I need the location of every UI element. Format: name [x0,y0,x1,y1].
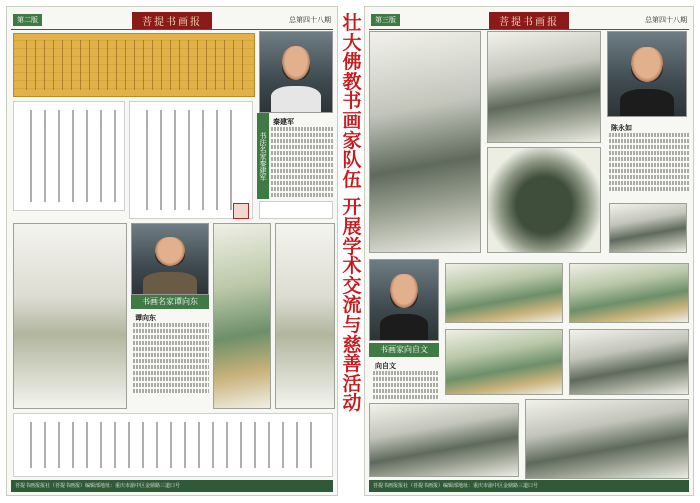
right-page [364,6,694,496]
artist-name-chen: 陈永如 [611,124,632,132]
right-page-header [369,11,689,30]
left-page [6,6,338,496]
painting-figure-pine [213,223,271,409]
painting-village-palms [445,329,563,395]
seal-stamp [233,203,249,219]
headline-line-1: 壮大佛教书画家队伍 [342,12,362,191]
painting-trees [487,147,601,253]
artist-name-tan: 谭向东 [135,314,156,322]
painting-landscape-color-2 [569,263,689,323]
painting-landscape-color-1 [445,263,563,323]
artist-bio-tan [133,323,209,407]
seal-collection [259,201,333,219]
portrait-qin-jianjun [259,31,333,113]
artist-bio-chen [609,133,689,199]
right-page-footer: 菩提书画报报社（菩提书画报）编辑部地址：重庆市渝中区金鼎路三道口号 [369,480,689,492]
calligraphy-gold-scroll [13,33,255,97]
edition-label: 第二版 [13,14,42,26]
portrait-chen-yongru [607,31,687,117]
painting-figures-under-tree [13,223,127,409]
painting-mountain-waterfall [369,31,481,253]
painting-panorama-left [369,403,519,477]
left-page-footer: 菩提书画报报社（菩提书画报）编辑部地址：重庆市渝中区金鼎路三道口号 [11,480,333,492]
painting-mountain-village [487,31,601,143]
painting-landscape-ink [569,329,689,395]
calligraphy-running-script [13,101,125,211]
calligraphy-regular-script [129,101,253,219]
left-page-header [11,11,333,30]
artist-name-qin: 秦建军 [273,118,294,126]
painting-panorama-right [525,399,689,479]
portrait-xiang-ziwen [369,259,439,341]
edition-label: 第三版 [371,14,400,26]
masthead: 菩提书画报 [489,12,569,29]
issue-number: 总第四十八期 [289,16,331,24]
artist-caption-xiang: 书画家向自文 [369,343,439,357]
artist-bio-xiang [373,371,439,407]
painting-figure-robed [275,223,335,409]
headline-line-2: 开展学术交流与慈善活动 [342,196,362,415]
painting-small-landscape [609,203,687,253]
artist-caption-tan: 书画名家谭向东 [131,295,209,309]
center-headline [340,14,364,494]
artist-name-xiang: 向自文 [375,362,396,370]
issue-number: 总第四十八期 [645,16,687,24]
portrait-tan-xiangdong [131,223,209,295]
masthead: 菩提书画报 [132,12,212,29]
calligraphy-long-scroll [13,413,333,477]
artist-caption-qin: 书法名家秦建军 [257,113,269,199]
